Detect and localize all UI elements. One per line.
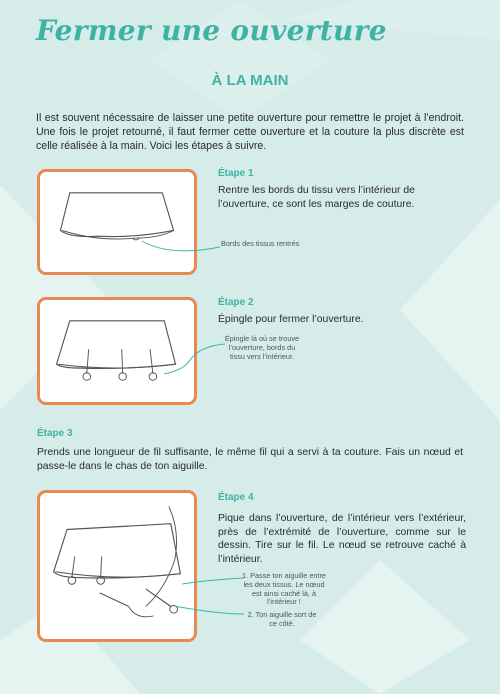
step3-text: Prends une longueur de fil suffisante, le même fil qui a servi à ta couture. Fais un nœud et passe-le dans le chas de ton aiguille. — [37, 447, 463, 472]
section-subtitle: À LA MAIN — [211, 72, 289, 89]
step3-title: Étape 3 — [37, 428, 73, 439]
step1-pointer-line — [140, 235, 230, 265]
step2-title: Étape 2 — [218, 297, 254, 308]
step4-note-1: 1. Passe ton aiguille entre les deux tissus. Le nœud est ainsi caché là, à l’intérieur ! — [242, 571, 326, 607]
step2-text: Épingle pour fermer l’ouverture. — [218, 314, 364, 325]
page-title: Fermer une ouverture — [36, 14, 387, 47]
step2-pointer-line — [160, 340, 230, 380]
intro-paragraph: Il est souvent nécessaire de laisser une petite ouverture pour remettre le projet à l’endroit. Une fois le projet retourné, il faut fermer cette ouverture et la couture la plus discrète est celle réalisée à la main. Voici les étapes à suivre. — [36, 112, 464, 152]
step4-text: Pique dans l’ouverture, de l’intérieur vers l’extérieur, près de l’extrémité de l’ouverture, comme sur le dessin. Tire sur le fil. Le nœud se retrouve caché à l’intérieur. — [218, 513, 466, 565]
step1-title: Étape 1 — [218, 168, 254, 179]
step4-pointer-lines — [168, 568, 248, 628]
step1-text: Rentre les bords du tissu vers l’intérieur de l’ouverture, ce sont les marges de couture. — [218, 185, 415, 210]
step2-note: Épingle là où se trouve l’ouverture, bords du tissu vers l’intérieur. — [224, 334, 300, 361]
step4-title: Étape 4 — [218, 492, 254, 503]
step1-note: Bords des tissus rentrés — [221, 239, 300, 248]
step4-note-2: 2. Ton aiguille sort de ce côté. — [247, 610, 317, 628]
